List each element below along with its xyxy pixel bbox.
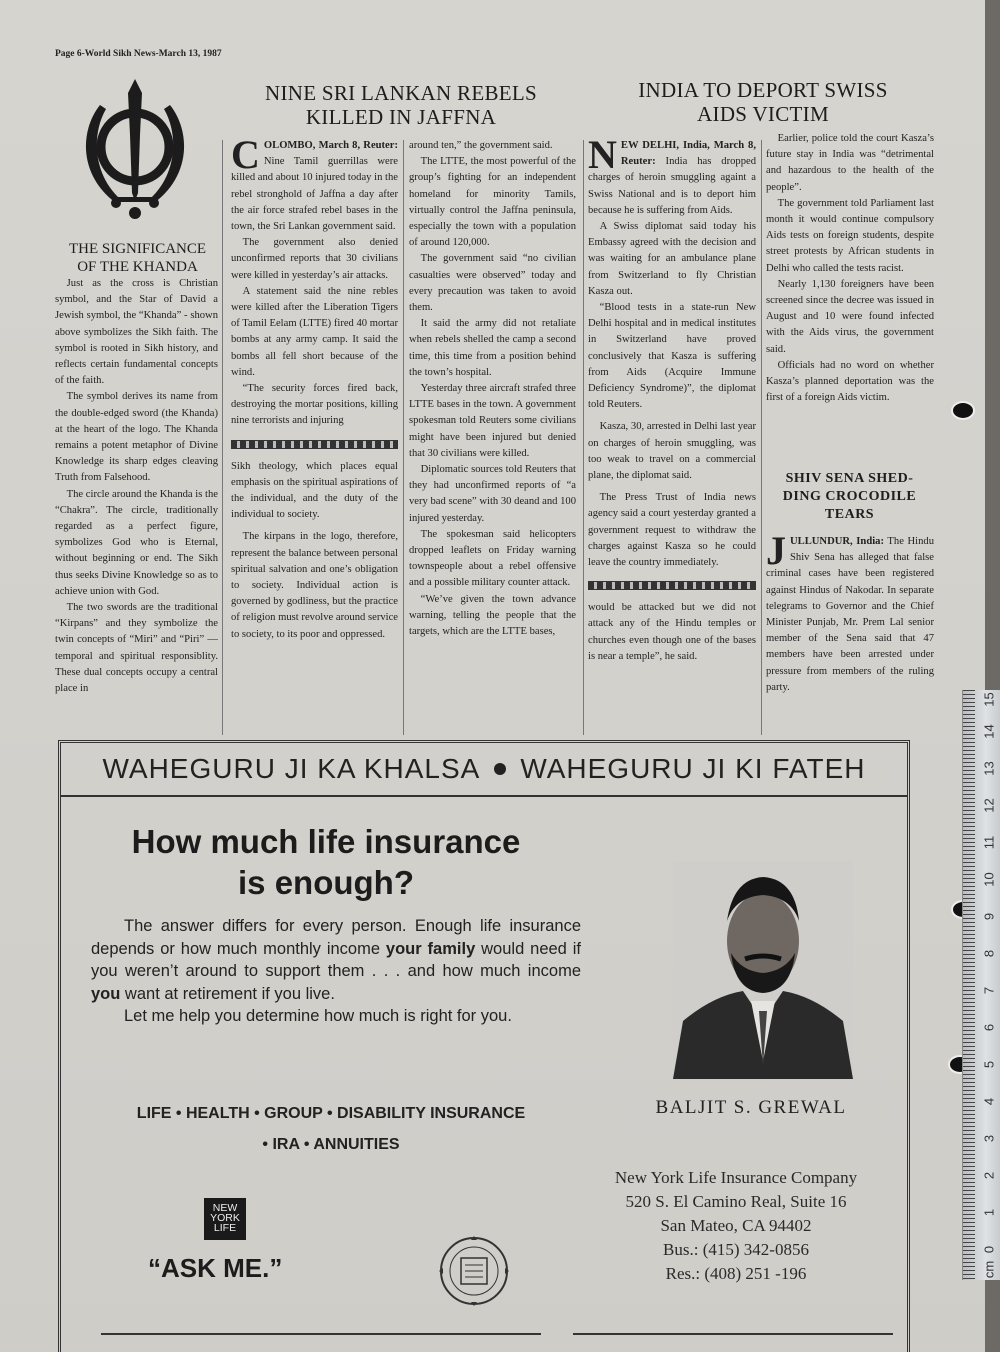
srilanka-column-1: COLOMBO, March 8, Reuter: Nine Tamil guerrillas were killed and about 10 injured today in the rebel stronghold of Jaffna a day after the air force strafed rebel bases in the town, the Sri Lankan government said. The government also denied unconfirmed reports that 30 civilians were killed in yesterday’s air attacks. A statement said the nine rebles were killed after the Liberation Tigers of Tamil Eelam (LTTE) fired 40 mortar bombs at any army camp. It said the bombs all fell short because of the wind. “The security forces fired back, destroying the mortar positions, killing nine terrorists and injuring Sikh theology, which places equal emphasis on the spiritual aspirations of the individual, and the duty of the individual to society. The kirpans in the logo, therefore, represent the balance between personal spiritual salvation and one’s obligation to society. Individual action is governed by godliness, but the practice of religion must revolve around service to society, to its poor and oppressed.: [231, 132, 398, 640]
ad-banner: WAHEGURU JI KA KHALSA WAHEGURU JI KI FATEH: [61, 743, 907, 797]
dropcap: N: [588, 132, 617, 177]
new-york-life-logo: NEW YORK LIFE: [204, 1198, 246, 1240]
agent-portrait: [673, 861, 853, 1079]
agent-address: New York Life Insurance Company 520 S. El Camino Real, Suite 16 San Mateo, CA 94402 Bus.: (415) 342-0856 Res.: (408) 251 -196: [614, 1168, 858, 1283]
executive-council-seal-icon: [436, 1233, 512, 1309]
ruler-mark: 8: [981, 949, 997, 958]
ad-bottom-rule: [573, 1333, 893, 1335]
ruler-mark: 14: [981, 724, 997, 739]
agent-name: BALJIT S. GREWAL: [655, 1097, 847, 1118]
swiss-column-2: Earlier, police told the court Kasza’s future stay in India was “detrimental and hazardous to the health of the people”. The government told Parliament last month it would continue compulsory Aids tests on foreign students, despite street protests by African students in Delhi who called the tests racist. Nearly 1,130 foreigners have been screened since the decree was issued in August and 10 were found infected with the Aids virus, the government said. Officials had no word on whether Kasza’s planned deportation was the first of a foreign Aids victim.: [766, 133, 934, 404]
ruler-mark: 3: [981, 1134, 997, 1143]
shivsena-column: JULLUNDUR, India: The Hindu Shiv Sena has alleged that false criminal cases have been registered against Hindus of Nakodar. In separate telegrams to Governor and the Chief Minister Punjab, Mr. Prem Lal senior member of the Sena said that 47 members have been arrested under pressure from members of the ruling party.: [766, 528, 934, 693]
ruler-mark: 1: [981, 1208, 997, 1217]
khanda-heading: THE SIGNIFICANCE OF THE KHANDA: [68, 241, 207, 275]
ruler-unit: cm: [981, 1260, 997, 1279]
column-divider: [222, 140, 223, 735]
insurance-advertisement: [58, 740, 910, 1352]
ruler-mark: 7: [981, 986, 997, 995]
ruler-mark: 5: [981, 1060, 997, 1069]
ruler-mark: 2: [981, 1171, 997, 1180]
ad-body: The answer differs for every person. Enough life insurance depends or how much monthly income your family would need if you weren’t around to support them . . . and how much income you want at retirement if you live. Let me help you determine how much is right for you.: [91, 917, 581, 1025]
ruler-mark: 11: [981, 835, 997, 850]
ruler-mark: 9: [981, 912, 997, 921]
srilanka-headline: NINE SRI LANKAN REBELS KILLED IN JAFFNA: [264, 81, 537, 129]
khanda-column: Just as the cross is Christian symbol, and the Star of David a Jewish symbol, the “Khanda” - shown above symbolizes the Sikh faith. The symbol is rooted in Sikh history, and reflects certain fundamental concepts of the faith. The symbol derives its name from the double-edged sword (the Khanda) at the heart of the logo. The Khanda remains a potent metaphor of Divine Knowledge its sharp edges cleaving Truth from Falsehood. The circle around the Khanda is the “Chakra”. The circle, traditionally regarded as a perfect figure, symbolizes God who is Eternal, without beginning or end. The Sikh thus seeks Divine Knowledge so as to achieve union with God. The two swords are the traditional “Kirpans” and they symbolize the twin concepts of “Miri” and “Piri” — temporal and spiritual responsiblity. These dual concepts occupy a central place in: [55, 278, 218, 695]
insurance-lines: LIFE • HEALTH • GROUP • DISABILITY INSURANCE • IRA • ANNUITIES: [136, 1105, 526, 1153]
ruler-mark: 10: [981, 872, 997, 887]
ask-me-slogan: “ASK ME.”: [148, 1253, 283, 1283]
column-divider: [761, 140, 762, 735]
swiss-column-1: NEW DELHI, India, March 8, Reuter: India has dropped charges of heroin smuggling againt a Swiss National and is to deport him because he is suffering from Aids. A Swiss diplomat said today his Embassy agreed with the decision and was waiting for an ambulance plane from Switzerland to fly Christian Kasza out. “Blood tests in a state-run New Delhi hospital and in medical institutes in Switzerland have proved conclusively that Kasza is suffering from Aids (Acquire Immune Deficiency Syndrome)”, the diplomat told Reuters. Kasza, 30, arrested in Delhi last year on charges of heroin smuggling, was too weak to travel on a commercial plane, the diplomat said. The Press Trust of India news agency said a court yesterday granted a government request to withdraw the charges against Kasza so he could leave the country immediately. would be attacked but we did not attack any of the Hindu temples or churches even though one of the bases is near a temple”, he said.: [588, 132, 756, 662]
ruler-mark: 4: [981, 1097, 997, 1106]
dropcap: J: [766, 528, 786, 573]
shivsena-headline: SHIV SENA SHED- DING CROCODILE TEARS: [782, 471, 917, 522]
column-divider: [403, 140, 404, 735]
page-folio: Page 6-World Sikh News-March 13, 1987: [55, 49, 222, 59]
ad-bottom-rule: [101, 1333, 541, 1335]
measuring-ruler: [962, 690, 1000, 1280]
ornamental-rule: [231, 440, 398, 449]
ruler-mark: 13: [981, 761, 997, 776]
ruler-ticks: [963, 690, 975, 1280]
column-divider: [583, 140, 584, 735]
ruler-mark: 6: [981, 1023, 997, 1032]
khanda-emblem-icon: [78, 75, 193, 225]
ad-title: How much life insurance is enough?: [131, 823, 521, 901]
dropcap: C: [231, 132, 260, 177]
swiss-headline: INDIA TO DEPORT SWISS AIDS VICTIM: [638, 78, 888, 126]
srilanka-column-2: around ten,” the government said. The LTTE, the most powerful of the group’s fighting for an independent homeland for minority Tamils, virtually control the Jaffna peninsula, especially the town with a population of around 120,000. The government said “no civilian casualties were observed” today and every precaution was taken to avoid them. It said the army did not retaliate when rebels shelled the camp a second time, this time from a position behind the town’s hospital. Yesterday three aircraft strafed three LTTE bases in the town. A government spokesman told Reuters some civilians might have been injured but denied that 30 civilians were killed. Diplomatic sources told Reuters that they had unconfirmed reports of “a very bad scene” with 30 deand and 100 injured yesterday. The spokesman said helicopters dropped leaflets on Friday warning townspeople about a rebel offensive and a possible military counter attack. “We’ve given the town advance warning, telling the people that the targets, which are the LTTE bases,: [409, 140, 576, 638]
ornamental-rule: [588, 581, 756, 590]
ruler-mark: 12: [981, 798, 997, 813]
bullet-dot-icon: [494, 763, 506, 775]
ruler-mark: 0: [981, 1245, 997, 1254]
ruler-mark: 15: [981, 692, 997, 707]
punch-hole: [953, 403, 973, 418]
